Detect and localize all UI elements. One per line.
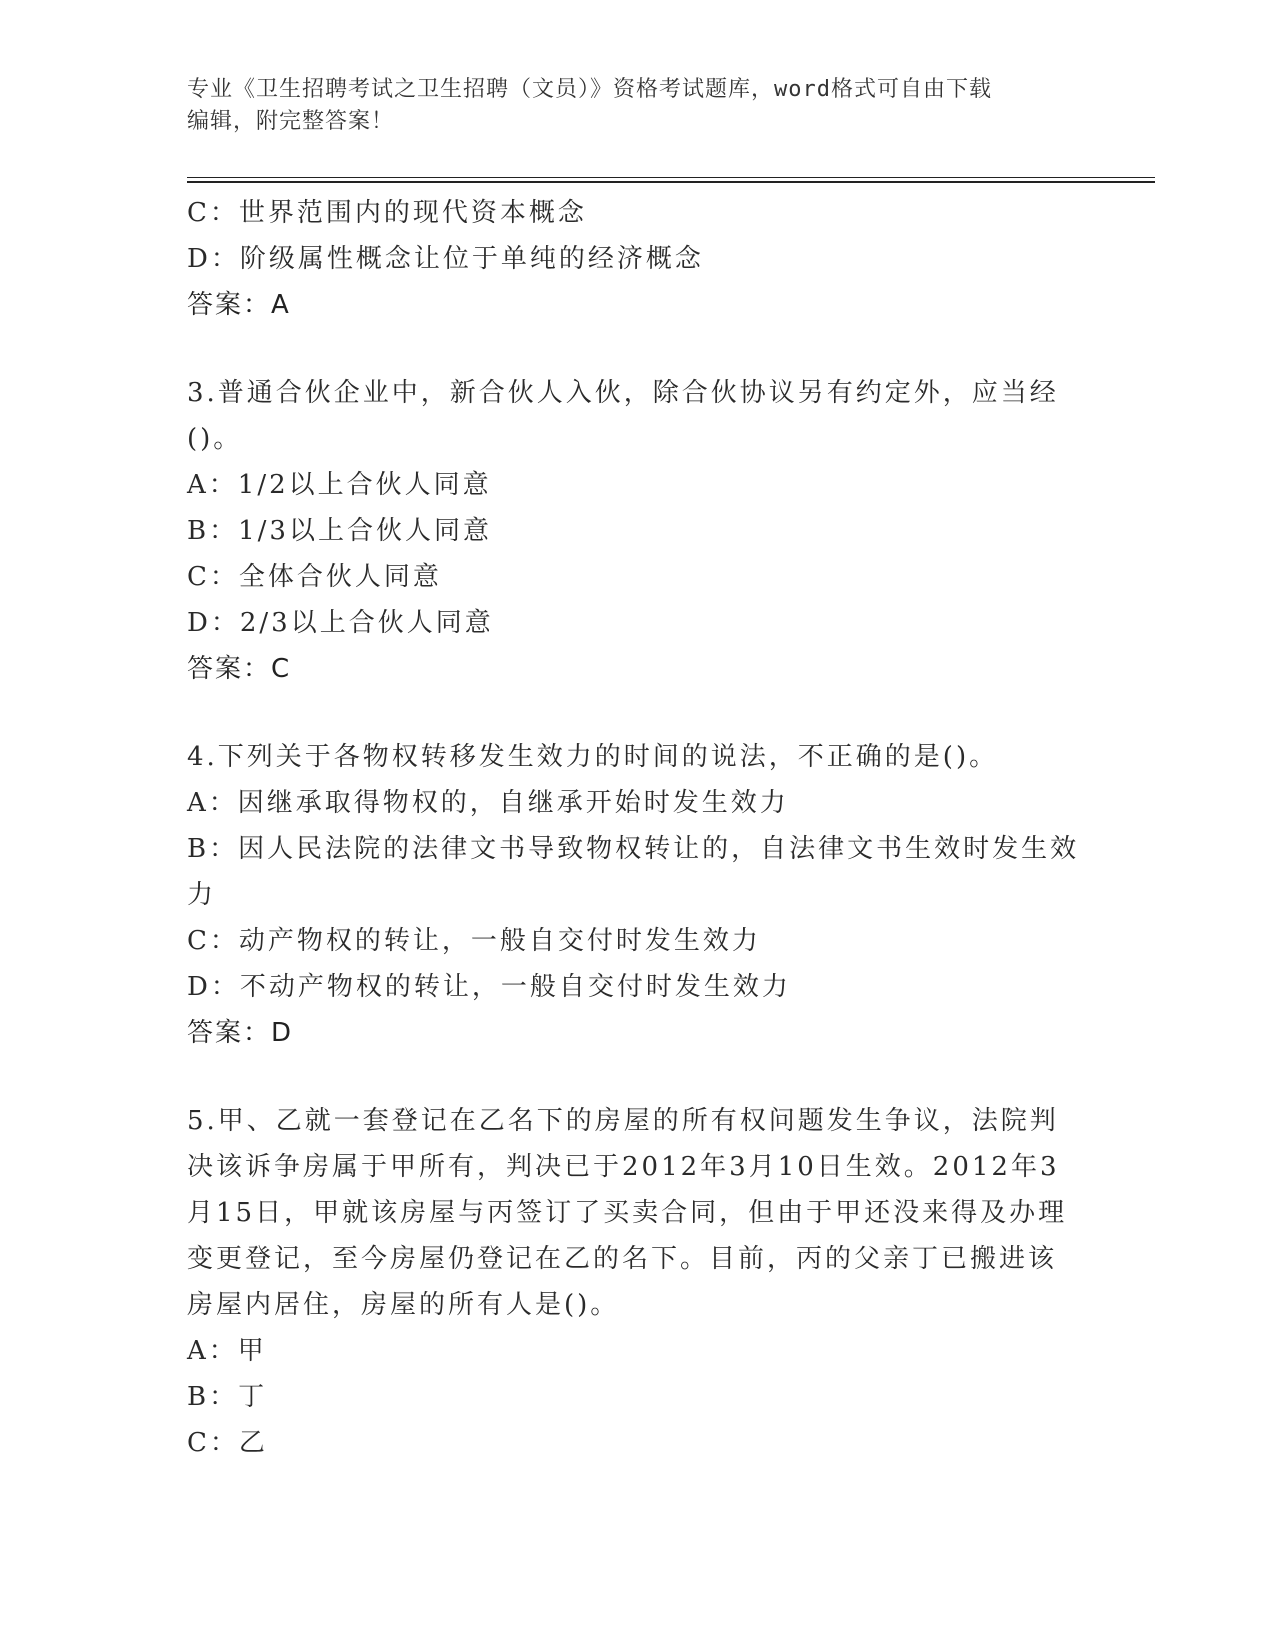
header-line-2: 编辑，附完整答案！ bbox=[187, 109, 395, 134]
q4-answer: 答案：D bbox=[187, 1018, 294, 1048]
q3-answer: 答案：C bbox=[187, 654, 292, 684]
q4-option-b-line-1: B：因人民法院的法律文书导致物权转让的，自法律文书生效时发生效 bbox=[187, 834, 1080, 864]
q3-option-b: B：1/3以上合伙人同意 bbox=[187, 516, 492, 546]
q2-option-d: D：阶级属性概念让位于单纯的经济概念 bbox=[187, 244, 704, 274]
spacer bbox=[187, 692, 1087, 734]
q5-option-b: B：丁 bbox=[187, 1382, 268, 1412]
q4-option-c: C：动产物权的转让，一般自交付时发生效力 bbox=[187, 926, 761, 956]
q5-stem-line-5: 房屋内居住，房屋的所有人是()。 bbox=[187, 1290, 620, 1320]
spacer bbox=[187, 1056, 1087, 1098]
q3-stem-line-1: 3.普通合伙企业中，新合伙人入伙，除合伙协议另有约定外，应当经 bbox=[187, 378, 1059, 408]
q3-option-c: C：全体合伙人同意 bbox=[187, 562, 442, 592]
question-4 bbox=[187, 734, 1087, 1056]
question-5 bbox=[187, 1098, 1087, 1466]
header-line-1: 专业《卫生招聘考试之卫生招聘（文员）》资格考试题库，word格式可自由下载 bbox=[187, 77, 992, 102]
q5-option-a: A：甲 bbox=[187, 1336, 267, 1366]
q5-stem-line-4: 变更登记，至今房屋仍登记在乙的名下。目前，丙的父亲丁已搬进该 bbox=[187, 1244, 1058, 1274]
header-divider bbox=[187, 177, 1155, 183]
q4-stem: 4.下列关于各物权转移发生效力的时间的说法，不正确的是()。 bbox=[187, 742, 999, 772]
q5-stem-line-3: 月15日，甲就该房屋与丙签订了买卖合同，但由于甲还没来得及办理 bbox=[187, 1198, 1068, 1228]
q4-option-a: A：因继承取得物权的，自继承开始时发生效力 bbox=[187, 788, 789, 818]
question-body bbox=[187, 190, 1087, 1466]
document-header bbox=[187, 74, 1067, 138]
q5-option-c: C：乙 bbox=[187, 1428, 268, 1458]
q3-option-a: A：1/2以上合伙人同意 bbox=[187, 470, 492, 500]
q4-option-d: D：不动产物权的转让，一般自交付时发生效力 bbox=[187, 972, 791, 1002]
question-3 bbox=[187, 370, 1087, 692]
spacer bbox=[187, 328, 1087, 370]
q2-answer: 答案：A bbox=[187, 290, 291, 320]
q4-option-b-line-2: 力 bbox=[187, 880, 217, 910]
q3-option-d: D：2/3以上合伙人同意 bbox=[187, 608, 494, 638]
q5-stem-line-2: 决该诉争房属于甲所有，判决已于2012年3月10日生效。2012年3 bbox=[187, 1152, 1060, 1182]
q3-stem-line-2: ()。 bbox=[187, 424, 243, 454]
question-2-tail bbox=[187, 190, 1087, 328]
q2-option-c: C：世界范围内的现代资本概念 bbox=[187, 198, 587, 228]
q5-stem-line-1: 5.甲、乙就一套登记在乙名下的房屋的所有权问题发生争议，法院判 bbox=[187, 1106, 1059, 1136]
